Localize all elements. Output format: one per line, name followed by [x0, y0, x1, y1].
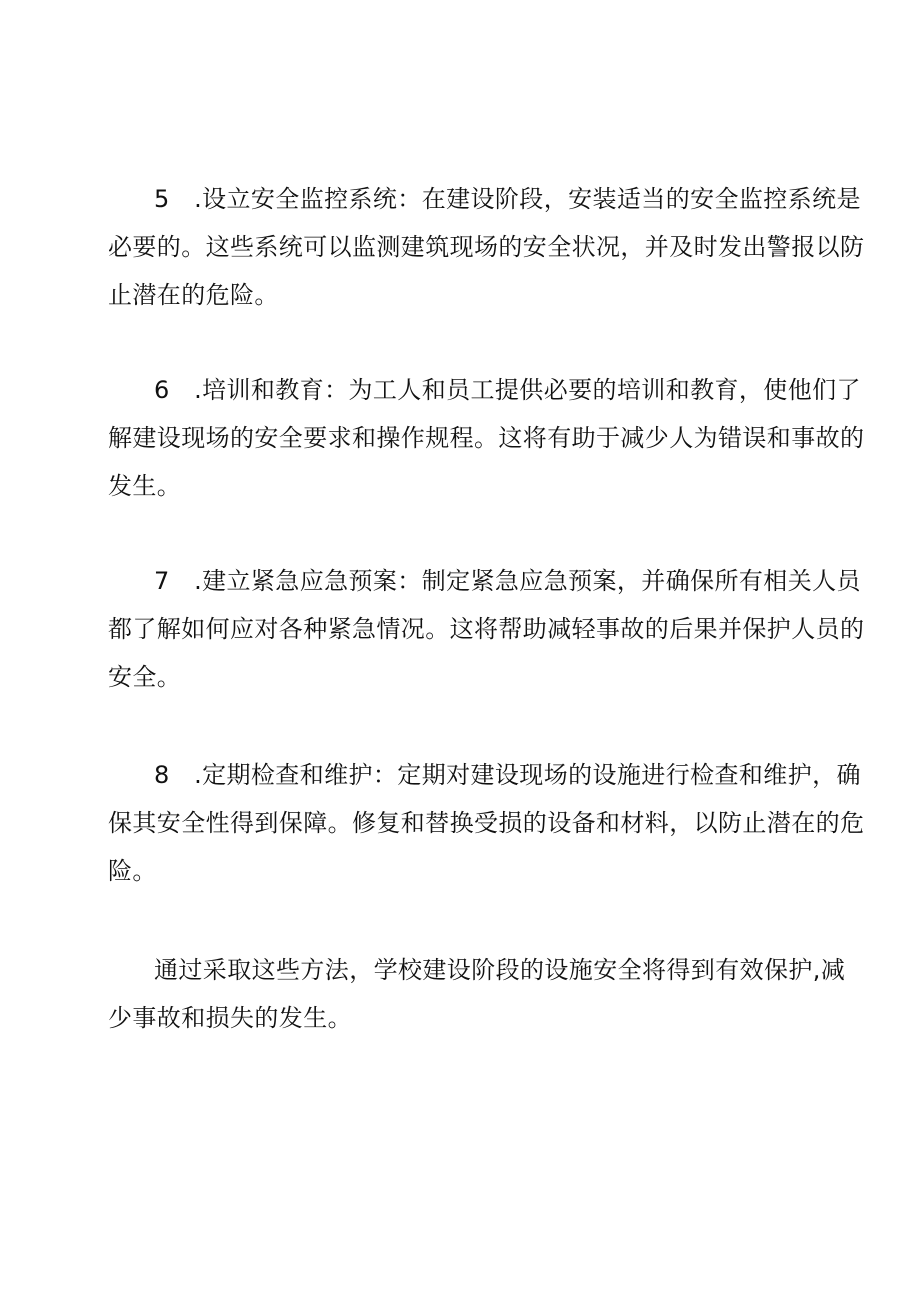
paragraph-line: 解建设现场的安全要求和操作规程。这将有助于减少人为错误和事故的 [108, 424, 865, 452]
paragraph-item-6 [108, 366, 865, 510]
paragraph-line: 发生。 [108, 472, 182, 500]
paragraph-line: 都了解如何应对各种紧急情况。这将帮助减轻事故的后果并保护人员的 [108, 615, 865, 643]
paragraph-line: 少事故和损失的发生。 [108, 1004, 352, 1032]
paragraph-item-8 [108, 751, 865, 895]
paragraph-item-5 [108, 175, 865, 319]
paragraph-line: 通过采取这些方法，学校建设阶段的设施安全将得到有效保护,减 [154, 956, 846, 984]
paragraph-line: 安全。 [108, 663, 182, 691]
paragraph-line: 6 .培训和教育：为工人和员工提供必要的培训和教育，使他们了 [154, 376, 861, 404]
paragraph-line: 5 .设立安全监控系统：在建设阶段，安装适当的安全监控系统是 [154, 185, 861, 213]
paragraph-line: 保其安全性得到保障。修复和替换受损的设备和材料，以防止潜在的危 [108, 809, 865, 837]
paragraph-item-7 [108, 557, 865, 701]
paragraph-line: 必要的。这些系统可以监测建筑现场的安全状况，并及时发出警报以防 [108, 233, 865, 261]
paragraph-line: 止潜在的危险。 [108, 281, 279, 309]
paragraph-line: 8 .定期检查和维护：定期对建设现场的设施进行检查和维护，确 [154, 761, 861, 789]
paragraph-line: 险。 [108, 857, 157, 885]
paragraph-line: 7 .建立紧急应急预案：制定紧急应急预案，并确保所有相关人员 [154, 567, 861, 595]
paragraph-conclusion [108, 946, 846, 1042]
